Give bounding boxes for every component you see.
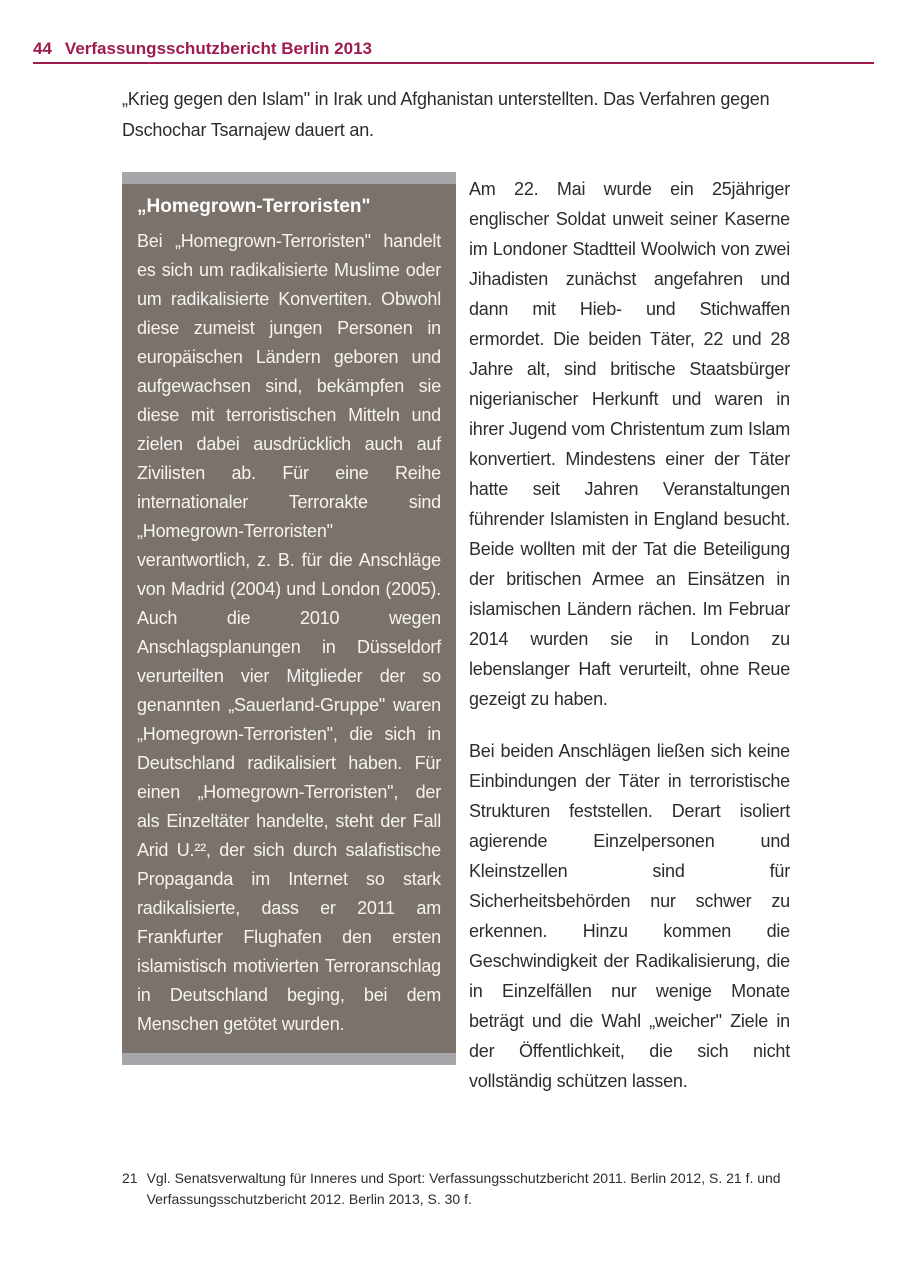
paragraph-woolwich-attack: Am 22. Mai wurde ein 25jähriger englischer Soldat unweit seiner Kaserne im Londoner Stadtteil Woolwich von zwei Jihadisten zunächst angefahren und dann mit Hieb- und Stichwaffen ermordet. Die beiden Täter, 22 und 28 Jahre alt, sind britische Staatsbürger nigerianischer Herkunft und waren in ihrer Jugend vom Christentum zum Islam konvertiert. Mindestens einer der Täter hatte seit Jahren Veranstaltungen führender Islamisten in England besucht. Beide wollten mit der Tat die Beteiligung der britischen Armee an Einsätzen in islamischen Ländern rächen. Im Februar 2014 wurden sie in London zu lebenslanger Haft verurteilt, ohne Reue gezeigt zu haben. [469,179,790,709]
report-title: Verfassungsschutzbericht Berlin 2013 [64,39,372,58]
paragraph-lone-actors: Bei beiden Anschlägen ließen sich keine Einbindungen der Täter in terroristische Strukturen feststellen. Derart isoliert agierende Einzelpersonen und Kleinstzellen sind für Sicherheitsbehörden nur schwer zu erkennen. Hinzu kommen die Geschwindigkeit der Radikalisierung, die in Einzelfällen nur wenige Monate beträgt und die Wahl „weicher" Ziele in der Öffentlichkeit, die sich nicht vollständig schützen lassen. [469,741,790,1091]
footnote-text: Vgl. Senatsverwaltung für Inneres und Sport: Verfassungsschutzbericht 2011. Berlin 2012, S. 21 f. und Verfassungsschutzbericht 2012. Berlin 2013, S. 30 f. [146,1170,781,1207]
page-header-line [33,38,874,64]
content-columns [122,172,790,1096]
homegrown-infobox [122,172,456,1065]
infobox-content [122,184,456,1053]
page-header [33,38,874,64]
footnote [122,1168,790,1210]
intro-paragraph: „Krieg gegen den Islam" in Irak und Afghanistan unterstellten. Das Verfahren gegen Dschochar Tsarnajew dauert an. [122,89,770,140]
infobox-title: „Homegrown-Terroristen" [137,196,371,217]
infobox-body: Bei „Homegrown-Terroristen" handelt es sich um radikalisierte Muslime oder um radikalisierte Konvertiten. Obwohl diese zumeist jungen Personen in europäischen Ländern geboren und aufgewachsen sind, bekämpfen sie diese mit terroristischen Mitteln und zielen dabei ausdrücklich auch auf Zivilisten ab. Für eine Reihe internationaler Terrorakte sind „Homegrown-Terroristen" verantwortlich, z. B. für die Anschläge von Madrid (2004) und London (2005). Auch die 2010 wegen Anschlagsplanungen in Düsseldorf verurteilten vier Mitglieder der so genannten „Sauerland-Gruppe" waren „Homegrown-Terroristen", die sich in Deutschland radikalisiert haben. Für einen „Homegrown-Terroristen", der als Einzeltäter handelte, steht der Fall Arid U.²², der sich durch salafistische Propaganda im Internet so stark radikalisierte, dass er 2011 am Frankfurter Flughafen den ersten islamistisch motivierten Terroranschlag in Deutschland beging, bei dem Menschen getötet wurden. [137,231,441,1034]
page-number: 44 [33,39,52,58]
infobox-top-border [122,172,456,184]
main-text-column [469,172,790,1096]
infobox-bottom-border [122,1053,456,1065]
footnote-number: 21 [122,1170,138,1186]
